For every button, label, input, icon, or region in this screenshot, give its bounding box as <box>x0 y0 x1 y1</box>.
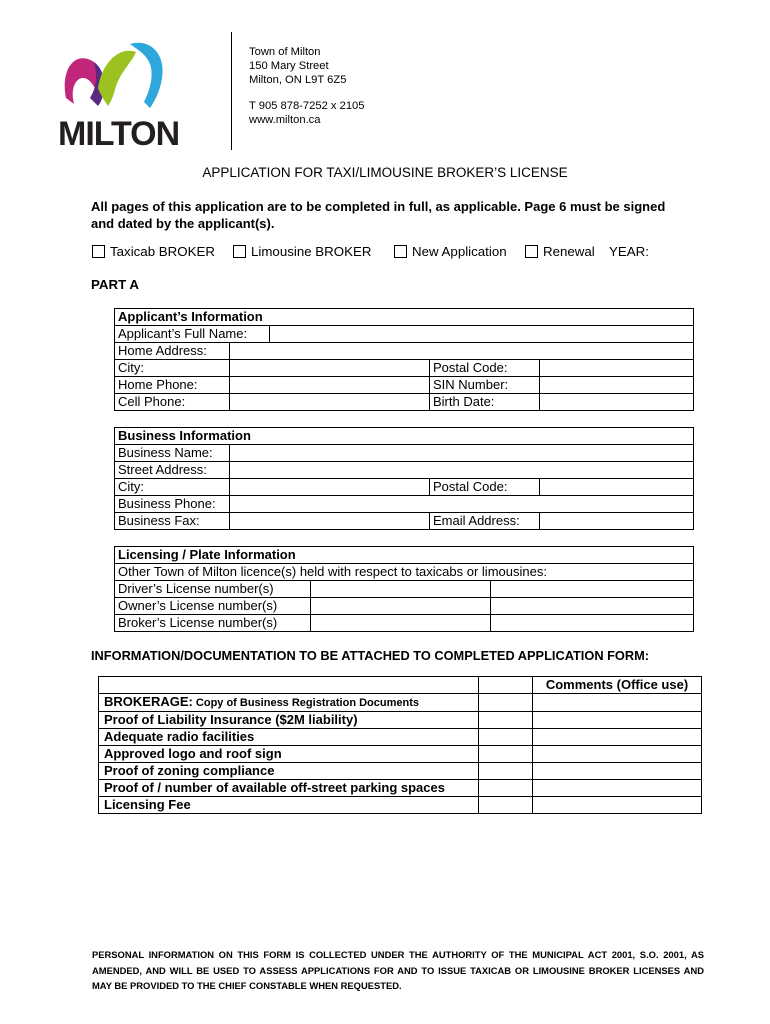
comments-cell[interactable] <box>533 746 702 763</box>
brokers-license-field-2[interactable] <box>491 615 694 632</box>
home-address-field[interactable] <box>230 343 694 360</box>
field-label: Applicant’s Full Name: <box>115 326 270 343</box>
section-heading: Licensing / Plate Information <box>115 547 694 564</box>
field-label: SIN Number: <box>430 377 540 394</box>
checkbox-icon[interactable] <box>525 245 538 258</box>
checkbox-limousine-broker[interactable] <box>233 244 371 259</box>
field-label: Cell Phone: <box>115 394 230 411</box>
header-divider <box>231 32 232 150</box>
street-address-field[interactable] <box>230 462 694 479</box>
field-label: Business Phone: <box>115 496 230 513</box>
field-label: Business Fax: <box>115 513 230 530</box>
business-postal-code-field[interactable] <box>540 479 694 496</box>
address-line-1: Town of Milton <box>249 46 321 58</box>
field-label: Email Address: <box>430 513 540 530</box>
check-cell[interactable] <box>479 797 533 814</box>
comments-cell[interactable] <box>533 729 702 746</box>
field-label: Other Town of Milton licence(s) held with respect to taxicabs or limousines: <box>115 564 694 581</box>
table-row <box>99 797 702 814</box>
business-fax-field[interactable] <box>230 513 430 530</box>
year-label: YEAR: <box>609 244 649 259</box>
owners-license-field-1[interactable] <box>311 598 491 615</box>
sin-number-field[interactable] <box>540 377 694 394</box>
checkbox-label: Taxicab BROKER <box>110 244 215 259</box>
document-item: BROKERAGE: Copy of Business Registration Documents <box>99 694 479 712</box>
checkbox-new-application[interactable] <box>394 244 507 259</box>
section-heading: Applicant’s Information <box>115 309 694 326</box>
checkbox-taxicab-broker[interactable] <box>92 244 215 259</box>
table-row <box>99 780 702 797</box>
document-item: Approved logo and roof sign <box>99 746 479 763</box>
table-row <box>99 694 702 712</box>
logo-wordmark: MILTON <box>58 115 180 150</box>
document-item: Proof of Liability Insurance ($2M liability) <box>99 712 479 729</box>
business-info-table <box>114 427 694 530</box>
business-phone-field[interactable] <box>230 496 694 513</box>
checkbox-label: Limousine BROKER <box>251 244 372 259</box>
applicant-full-name-field[interactable] <box>270 326 694 343</box>
field-label: Street Address: <box>115 462 230 479</box>
comments-cell[interactable] <box>533 694 702 712</box>
document-item: Licensing Fee <box>99 797 479 814</box>
checkbox-renewal[interactable] <box>525 244 595 259</box>
attachments-heading: INFORMATION/DOCUMENTATION TO BE ATTACHED TO COMPLETED APPLICATION FORM: <box>91 648 650 663</box>
brokers-license-field-1[interactable] <box>311 615 491 632</box>
check-cell[interactable] <box>479 712 533 729</box>
postal-code-field[interactable] <box>540 360 694 377</box>
licensing-info-table <box>114 546 694 632</box>
instructions-text: All pages of this application are to be completed in full, as applicable. Page 6 must be signed and dated by the applicant(s). <box>91 199 666 231</box>
check-cell[interactable] <box>479 763 533 780</box>
comments-header: Comments (Office use) <box>533 677 702 694</box>
field-label: Broker’s License number(s) <box>115 615 311 632</box>
table-row <box>99 746 702 763</box>
email-address-field[interactable] <box>540 513 694 530</box>
field-label: Owner’s License number(s) <box>115 598 311 615</box>
check-cell[interactable] <box>479 780 533 797</box>
comments-cell[interactable] <box>533 712 702 729</box>
comments-cell[interactable] <box>533 780 702 797</box>
table-header-cell <box>479 677 533 694</box>
comments-cell[interactable] <box>533 797 702 814</box>
table-row <box>99 729 702 746</box>
milton-logo <box>58 38 210 150</box>
drivers-license-field-1[interactable] <box>311 581 491 598</box>
website-link[interactable]: www.milton.ca <box>249 114 321 126</box>
table-header-cell <box>99 677 479 694</box>
checkbox-icon[interactable] <box>92 245 105 258</box>
page-title: APPLICATION FOR TAXI/LIMOUSINE BROKER’S LICENSE <box>202 165 568 180</box>
comments-cell[interactable] <box>533 763 702 780</box>
home-phone-field[interactable] <box>230 377 430 394</box>
check-cell[interactable] <box>479 746 533 763</box>
phone-number: T 905 878-7252 x 2105 <box>249 100 365 112</box>
checkbox-icon[interactable] <box>233 245 246 258</box>
field-label: Home Phone: <box>115 377 230 394</box>
city-field[interactable] <box>230 360 430 377</box>
field-label: Postal Code: <box>430 479 540 496</box>
checkbox-label: Renewal <box>543 244 595 259</box>
section-heading: Business Information <box>115 428 694 445</box>
field-label: Home Address: <box>115 343 230 360</box>
owners-license-field-2[interactable] <box>491 598 694 615</box>
birth-date-field[interactable] <box>540 394 694 411</box>
part-a-label: PART A <box>91 277 140 292</box>
table-row <box>99 712 702 729</box>
business-city-field[interactable] <box>230 479 430 496</box>
field-label: Birth Date: <box>430 394 540 411</box>
field-label: Driver’s License number(s) <box>115 581 311 598</box>
document-item: Proof of / number of available off-street parking spaces <box>99 780 479 797</box>
field-label: City: <box>115 360 230 377</box>
drivers-license-field-2[interactable] <box>491 581 694 598</box>
check-cell[interactable] <box>479 694 533 712</box>
attachments-table <box>98 676 702 814</box>
address-line-3: Milton, ON L9T 6Z5 <box>249 74 347 86</box>
privacy-notice: PERSONAL INFORMATION ON THIS FORM IS COLLECTED UNDER THE AUTHORITY OF THE MUNICIPAL ACT 2001, S.O. 2001, AS AMENDED, AND WILL BE USED TO ASSESS APPLICATIONS FOR AND TO ISSUE TAXICAB OR LIMOUSINE BROKER LICENSES AND MAY BE PROVIDED TO THE CHIEF CONSTABLE WHEN REQUESTED. <box>92 949 704 991</box>
field-label: Postal Code: <box>430 360 540 377</box>
field-label: City: <box>115 479 230 496</box>
field-label: Business Name: <box>115 445 230 462</box>
check-cell[interactable] <box>479 729 533 746</box>
business-name-field[interactable] <box>230 445 694 462</box>
cell-phone-field[interactable] <box>230 394 430 411</box>
checkbox-label: New Application <box>412 244 507 259</box>
milton-logo-mark <box>58 38 210 150</box>
applicant-info-table <box>114 308 694 411</box>
document-item: Adequate radio facilities <box>99 729 479 746</box>
checkbox-icon[interactable] <box>394 245 407 258</box>
document-item: Proof of zoning compliance <box>99 763 479 780</box>
address-line-2: 150 Mary Street <box>249 60 329 72</box>
table-row <box>99 763 702 780</box>
